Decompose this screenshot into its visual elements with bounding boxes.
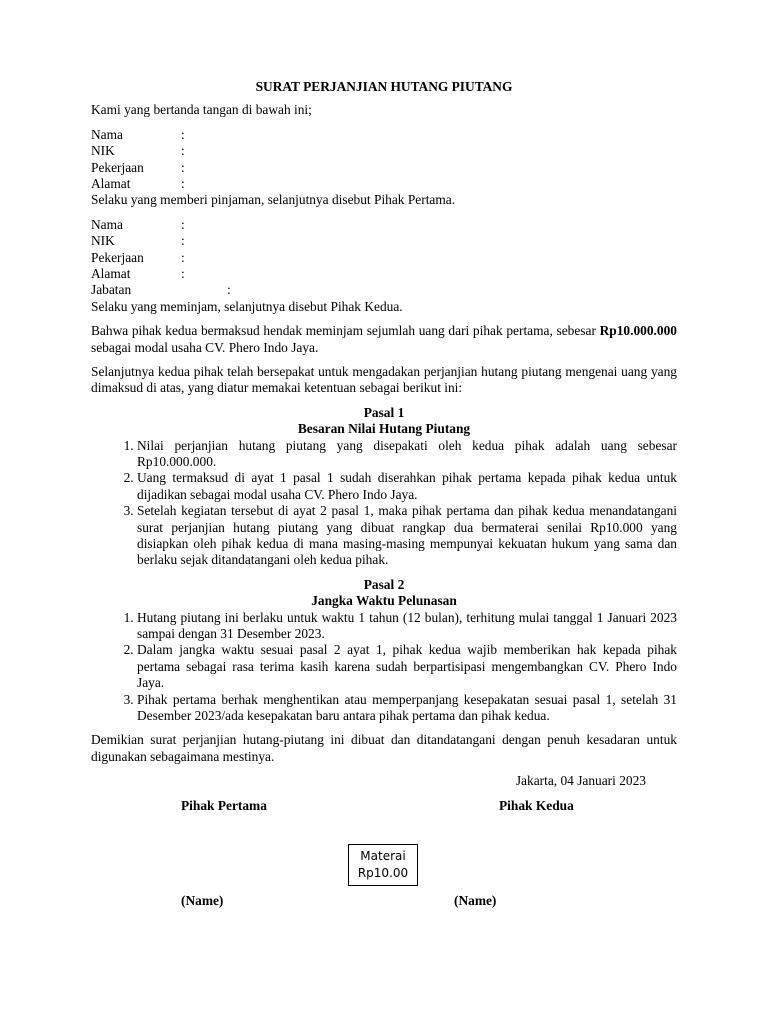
loan-amount: Rp10.000.000 xyxy=(599,323,677,339)
field-label: Nama xyxy=(91,126,123,142)
list-item: 1. Hutang piutang ini berlaku untuk waktu 1 tahun (12 bulan), terhitung mulai tanggal 1 Januari 2023 sampai dengan 31 Desember 2023. xyxy=(137,610,677,643)
party2-fields xyxy=(91,217,677,299)
spacer xyxy=(91,790,677,798)
pasal1-subheading: Besaran Nilai Hutang Piutang xyxy=(297,421,471,437)
spacer xyxy=(91,724,677,732)
second-party-label: Pihak Kedua xyxy=(499,797,574,813)
loan-paragraph xyxy=(91,323,677,356)
party2-field-pekerjaan xyxy=(91,250,677,266)
field-label: NIK xyxy=(91,233,115,249)
party1-fields xyxy=(91,127,677,193)
first-party-name: (Name) xyxy=(181,893,224,908)
spacer xyxy=(91,356,677,364)
agreement-paragraph: Selanjutnya kedua pihak telah bersepakat untuk mengadakan perjanjian hutang piutang mengenai uang yang dimaksud di atas, yang diatur memakai ketentuan sebagai berikut ini: xyxy=(91,363,677,396)
party2-field-nama xyxy=(91,217,677,233)
field-label: Alamat xyxy=(91,175,131,191)
list-item: 1. Nilai perjanjian hutang piutang yang disepakati oleh kedua pihak adalah uang sebesar Rp10.000.000. xyxy=(137,438,677,471)
list-item: 3. Pihak pertama berhak menghentikan atau memperpanjang kesepakatan sesuai pasal 1, setelah 31 Desember 2023/ada kesepakatan baru antara pihak pertama dan pihak kedua. xyxy=(137,692,677,725)
party1-field-nama xyxy=(91,127,677,143)
field-label: Jabatan xyxy=(91,282,132,298)
field-separator: : xyxy=(181,126,185,142)
document-date: Jakarta, 04 Januari 2023 xyxy=(515,773,646,789)
pasal2-subheading: Jangka Waktu Pelunasan xyxy=(311,593,457,609)
field-separator: : xyxy=(181,233,185,249)
spacer xyxy=(91,765,677,773)
party2-field-jabatan xyxy=(91,282,677,298)
field-separator: : xyxy=(181,159,185,175)
field-separator: : xyxy=(181,216,185,232)
field-separator: : xyxy=(181,143,185,159)
field-label: NIK xyxy=(91,143,115,159)
field-separator: : xyxy=(181,175,185,191)
pasal1-list xyxy=(91,438,677,569)
field-separator: : xyxy=(181,249,185,265)
spacer xyxy=(91,397,677,405)
field-separator: : xyxy=(181,265,185,281)
duty-stamp-box xyxy=(348,844,418,886)
party2-field-alamat xyxy=(91,266,677,282)
party2-description: Selaku yang meminjam, selanjutnya disebut Pihak Kedua. xyxy=(91,298,403,314)
party1-field-alamat xyxy=(91,176,677,192)
field-label: Pekerjaan xyxy=(91,159,144,175)
list-item: 3. Setelah kegiatan tersebut di ayat 2 pasal 1, maka pihak pertama dan pihak kedua menandatangani surat perjanjian hutang piutang yang dibuat rangkap dua bermaterai senilai Rp10.000 yang disiapkan oleh pihak kedua di mana masing-masing mempunyai kekuatan hukum yang sama dan berlaku sejak ditandatangani oleh kedua pihak. xyxy=(137,503,677,569)
signature-labels xyxy=(91,798,677,816)
field-separator: : xyxy=(227,282,231,298)
intro-text: Kami yang bertanda tangan di bawah ini; xyxy=(91,102,312,118)
pasal2-heading: Pasal 2 xyxy=(363,576,405,592)
party2-field-nik xyxy=(91,233,677,249)
party1-field-nik xyxy=(91,143,677,159)
first-party-label: Pihak Pertama xyxy=(181,797,267,813)
list-item: 2. Uang termaksud di ayat 1 pasal 1 sudah diserahkan pihak pertama kepada pihak kedua untuk dijadikan sebagai modal usaha CV. Phero Indo Jaya. xyxy=(137,470,677,503)
second-party-name: (Name) xyxy=(454,893,497,908)
spacer xyxy=(91,119,677,127)
spacer xyxy=(91,569,677,577)
field-label: Nama xyxy=(91,216,123,232)
spacer xyxy=(91,209,677,217)
stamp-label: Materai xyxy=(360,849,406,863)
loan-text-before: Bahwa pihak kedua bermaksud hendak meminjam sejumlah uang dari pihak pertama, sebesar xyxy=(91,323,600,339)
closing-paragraph: Demikian surat perjanjian hutang-piutang ini dibuat dan ditandatangani dengan penuh kesadaran untuk digunakan sebagaimana mestinya. xyxy=(91,732,677,764)
field-label: Pekerjaan xyxy=(91,249,144,265)
document-title: SURAT PERJANJIAN HUTANG PIUTANG xyxy=(255,79,513,94)
field-label: Alamat xyxy=(91,265,131,281)
list-item: 2. Dalam jangka waktu sesuai pasal 2 ayat 1, pihak kedua wajib memberikan hak kepada pihak pertama sebagai rasa terima kasih karena sudah berpartisipasi mengembangkan CV. Phero Indo Jaya. xyxy=(137,642,677,691)
spacer xyxy=(91,315,677,323)
party1-description: Selaku yang memberi pinjaman, selanjutnya disebut Pihak Pertama. xyxy=(91,192,456,208)
stamp-value: Rp10.00 xyxy=(357,866,409,880)
party1-field-pekerjaan xyxy=(91,160,677,176)
loan-text-after: sebagai modal usaha CV. Phero Indo Jaya. xyxy=(91,339,319,355)
document-body xyxy=(91,79,677,816)
pasal1-heading: Pasal 1 xyxy=(363,404,405,420)
pasal2-list xyxy=(91,610,677,725)
